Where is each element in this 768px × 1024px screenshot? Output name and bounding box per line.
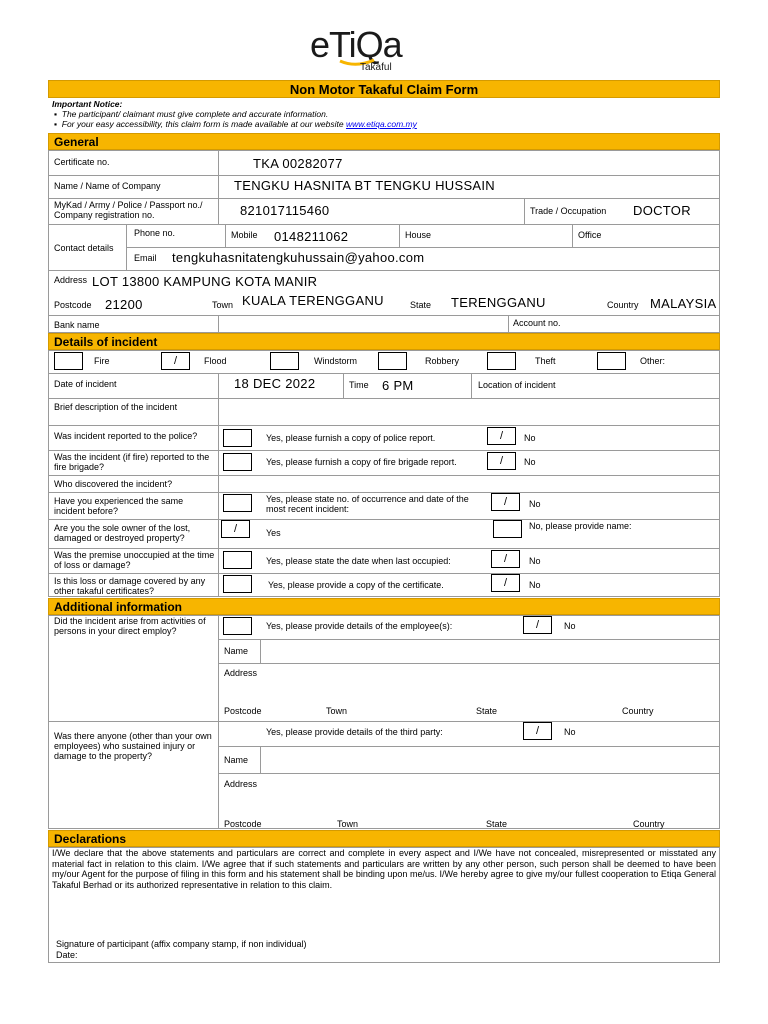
brief-description-label: Brief description of the incident bbox=[54, 402, 178, 412]
address-field[interactable]: LOT 13800 KAMPUNG KOTA MANIR bbox=[92, 274, 318, 289]
fire-brigade-yes-label: Yes, please furnish a copy of fire brigade report. bbox=[266, 457, 457, 467]
section-declarations: Declarations bbox=[48, 830, 720, 847]
incident-type-flood-checkbox[interactable]: / bbox=[161, 352, 190, 370]
form-title: Non Motor Takaful Claim Form bbox=[48, 80, 720, 98]
employee-country-label: Country bbox=[622, 706, 654, 716]
town-field[interactable]: KUALA TERENGGANU bbox=[242, 293, 384, 308]
police-question: Was incident reported to the police? bbox=[54, 431, 198, 441]
incident-type-windstorm-checkbox[interactable] bbox=[270, 352, 299, 370]
section-general: General bbox=[48, 133, 720, 150]
employee-town-label: Town bbox=[326, 706, 348, 716]
name-label: Name / Name of Company bbox=[54, 181, 161, 191]
etiqa-logo bbox=[310, 24, 420, 74]
unoccupied-no-checkbox[interactable]: / bbox=[491, 550, 520, 568]
signature-date-label: Date: bbox=[56, 950, 78, 960]
certificate-field[interactable]: TKA 00282077 bbox=[253, 156, 343, 171]
mobile-field[interactable]: 0148211062 bbox=[274, 229, 349, 244]
notice-line-1: ▪ The participant/ claimant must give complete and accurate information. bbox=[54, 109, 329, 119]
employ-no-checkbox[interactable]: / bbox=[523, 616, 552, 634]
sole-owner-no-label: No, please provide name: bbox=[529, 521, 632, 531]
logo-wordmark: eTiQa bbox=[310, 24, 402, 65]
third-party-name-label: Name bbox=[224, 755, 249, 765]
incident-type-fire-checkbox[interactable] bbox=[54, 352, 83, 370]
section-incident: Details of incident bbox=[48, 333, 720, 350]
fire-brigade-no-checkbox[interactable]: / bbox=[487, 452, 516, 470]
mykad-field[interactable]: 821017115460 bbox=[240, 203, 330, 218]
incident-type-flood-label: Flood bbox=[204, 356, 227, 366]
same-incident-no-label: No bbox=[529, 499, 541, 509]
same-incident-question: Have you experienced the same incident before? bbox=[54, 496, 184, 516]
time-field[interactable]: 6 PM bbox=[382, 378, 414, 393]
signature-label: Signature of participant (affix company stamp, if non individual) bbox=[56, 939, 307, 949]
employee-postcode-label: Postcode bbox=[224, 706, 262, 716]
incident-type-fire-label: Fire bbox=[94, 356, 110, 366]
employee-state-label: State bbox=[476, 706, 498, 716]
house-label: House bbox=[405, 230, 432, 240]
police-yes-checkbox[interactable] bbox=[223, 429, 252, 447]
third-party-no-label: No bbox=[564, 727, 576, 737]
name-field[interactable]: TENGKU HASNITA BT TENGKU HUSSAIN bbox=[234, 178, 495, 193]
additional-table bbox=[48, 615, 720, 829]
date-of-incident-field[interactable]: 18 DEC 2022 bbox=[234, 376, 316, 391]
employ-question: Did the incident arise from activities of persons in your direct employ? bbox=[54, 616, 206, 636]
employee-address-label: Address bbox=[224, 668, 258, 678]
third-party-town-label: Town bbox=[337, 819, 359, 829]
sole-owner-yes-checkbox[interactable]: / bbox=[221, 520, 250, 538]
third-party-yes-label: Yes, please provide details of the third party: bbox=[266, 727, 443, 737]
incident-type-other-checkbox[interactable] bbox=[597, 352, 626, 370]
covered-yes-label: Yes, please provide a copy of the certificate. bbox=[268, 580, 444, 590]
employ-yes-checkbox[interactable] bbox=[223, 617, 252, 635]
third-party-state-label: State bbox=[486, 819, 508, 829]
trade-label: Trade / Occupation bbox=[530, 206, 607, 216]
town-label: Town bbox=[212, 300, 234, 310]
third-party-postcode-label: Postcode bbox=[224, 819, 262, 829]
covered-question: Is this loss or damage covered by any other takaful certificates? bbox=[54, 576, 206, 596]
trade-field[interactable]: DOCTOR bbox=[633, 203, 691, 218]
third-party-question: Was there anyone (other than your own employees) who sustained injury or damage to the property? bbox=[54, 731, 212, 761]
section-additional: Additional information bbox=[48, 598, 720, 615]
same-incident-no-checkbox[interactable]: / bbox=[491, 493, 520, 511]
bank-label: Bank name bbox=[54, 320, 100, 330]
account-label: Account no. bbox=[513, 318, 561, 328]
incident-type-other-label: Other: bbox=[640, 356, 666, 366]
same-incident-yes-checkbox[interactable] bbox=[223, 494, 252, 512]
address-label: Address bbox=[54, 275, 88, 285]
police-no-checkbox[interactable]: / bbox=[487, 427, 516, 445]
time-label: Time bbox=[349, 380, 369, 390]
notice-heading: Important Notice: bbox=[52, 99, 123, 109]
covered-no-checkbox[interactable]: / bbox=[491, 574, 520, 592]
third-party-address-label: Address bbox=[224, 779, 258, 789]
fire-brigade-no-label: No bbox=[524, 457, 536, 467]
covered-yes-checkbox[interactable] bbox=[223, 575, 252, 593]
state-label: State bbox=[410, 300, 432, 310]
incident-type-robbery-label: Robbery bbox=[425, 356, 460, 366]
postcode-field[interactable]: 21200 bbox=[105, 297, 143, 312]
third-party-no-checkbox[interactable]: / bbox=[523, 722, 552, 740]
email-label: Email bbox=[134, 253, 157, 263]
country-field[interactable]: MALAYSIA bbox=[650, 296, 717, 311]
police-yes-label: Yes, please furnish a copy of police report. bbox=[266, 433, 436, 443]
date-of-incident-label: Date of incident bbox=[54, 379, 117, 389]
notice-line-2: ▪ For your easy accessibility, this claim form is made available at our website www.etiqa.com.my bbox=[54, 119, 417, 129]
location-label: Location of incident bbox=[478, 380, 556, 390]
phone-label: Phone no. bbox=[134, 228, 176, 238]
fire-brigade-yes-checkbox[interactable] bbox=[223, 453, 252, 471]
same-incident-yes-label: Yes, please state no. of occurrence and date of the most recent incident: bbox=[266, 494, 469, 514]
declaration-text: I/We declare that the above statements and particulars are correct and complete in every aspect and I/We have not concealed, misrepresented or misstated any material fact in relation to this claim. I/We agree that if such statements and particulars are written by any other person, such person shall be deemed to have been my/our Agent for the purpose of filing in this form and his statement shall be binding upon me/us. I/We hereby agree to give my/our fullest cooperation to Etiqa General Takaful Berhad or its authorized representative in relation to this claim. bbox=[52, 848, 716, 890]
third-party-country-label: Country bbox=[633, 819, 665, 829]
employ-yes-label: Yes, please provide details of the employee(s): bbox=[266, 621, 453, 631]
office-label: Office bbox=[578, 230, 602, 240]
fire-brigade-question: Was the incident (if fire) reported to the fire brigade? bbox=[54, 452, 210, 472]
logo-subtitle: Takaful bbox=[360, 62, 392, 73]
employ-no-label: No bbox=[564, 621, 576, 631]
mykad-label: MyKad / Army / Police / Passport no./ Company registration no. bbox=[54, 200, 203, 220]
unoccupied-yes-checkbox[interactable] bbox=[223, 551, 252, 569]
incident-type-robbery-checkbox[interactable] bbox=[378, 352, 407, 370]
sole-owner-yes-label: Yes bbox=[266, 528, 281, 538]
who-discovered-question: Who discovered the incident? bbox=[54, 479, 173, 489]
unoccupied-question: Was the premise unoccupied at the time of loss or damage? bbox=[54, 550, 215, 570]
incident-type-windstorm-label: Windstorm bbox=[314, 356, 358, 366]
covered-no-label: No bbox=[529, 580, 541, 590]
sole-owner-no-checkbox[interactable] bbox=[493, 520, 522, 538]
police-no-label: No bbox=[524, 433, 536, 443]
incident-type-theft-checkbox[interactable] bbox=[487, 352, 516, 370]
certificate-label: Certificate no. bbox=[54, 157, 110, 167]
postcode-label: Postcode bbox=[54, 300, 92, 310]
mobile-label: Mobile bbox=[231, 230, 258, 240]
employee-name-label: Name bbox=[224, 646, 249, 656]
unoccupied-yes-label: Yes, please state the date when last occupied: bbox=[266, 556, 451, 566]
state-field[interactable]: TERENGGANU bbox=[451, 295, 546, 310]
contact-label: Contact details bbox=[54, 243, 114, 253]
website-link[interactable]: www.etiqa.com.my bbox=[345, 119, 417, 129]
sole-owner-question: Are you the sole owner of the lost, damaged or destroyed property? bbox=[54, 523, 191, 543]
unoccupied-no-label: No bbox=[529, 556, 541, 566]
incident-type-theft-label: Theft bbox=[535, 356, 556, 366]
country-label: Country bbox=[607, 300, 639, 310]
email-field[interactable]: tengkuhasnitatengkuhussain@yahoo.com bbox=[172, 250, 425, 265]
